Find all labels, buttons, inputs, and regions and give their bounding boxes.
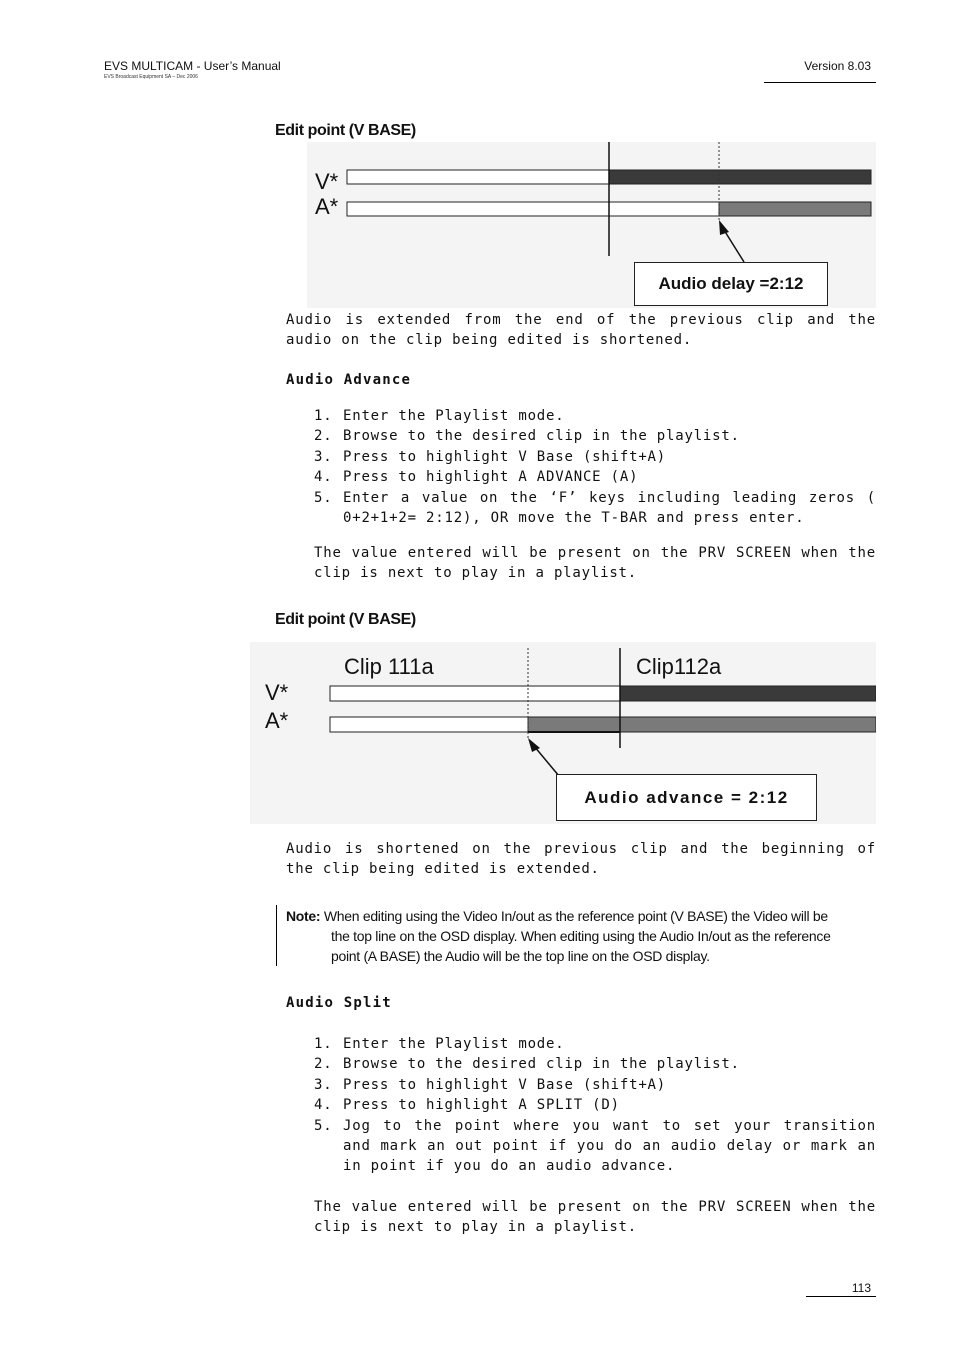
note-line2: the top line on the OSD display. When editing using the Audio In/out as the reference — [331, 928, 831, 944]
v-track-left — [347, 170, 609, 184]
step-text: Enter a value on the ‘F’ keys including leading zeros ( 0+2+1+2= 2:12), OR move the T-BAR and press enter. — [343, 489, 876, 527]
step-text: Browse to the desired clip in the playlist. — [343, 1056, 740, 1073]
clip-b-label: Clip112a — [636, 654, 722, 679]
audio-advance-steps — [314, 406, 876, 528]
a-track-label: A* — [315, 194, 339, 219]
step-number: 1. — [314, 1036, 333, 1052]
page-number: 113 — [851, 1281, 871, 1295]
callout-arrow-line — [534, 746, 559, 776]
callout-arrow-line — [724, 230, 744, 262]
step-number: 3. — [314, 1076, 333, 1093]
list-item — [314, 1075, 876, 1095]
note-line3: point (A BASE) the Audio will be the top line on the OSD display. — [331, 948, 710, 964]
section1-paragraph: Audio is extended from the end of the previous clip and the audio on the clip being edited is shortened. — [286, 312, 876, 348]
list-item — [314, 447, 876, 467]
audio-delay-callout: Audio delay =2:12 — [634, 262, 828, 306]
section2-paragraph: Audio is shortened on the previous clip and the beginning of the clip being edited is extended. — [286, 841, 876, 877]
a-track-right — [620, 717, 876, 732]
note-label: Note: — [286, 908, 321, 924]
list-item — [314, 1095, 876, 1115]
v-track-left — [330, 686, 620, 701]
step-text: Press to highlight V Base (shift+A) — [343, 1076, 667, 1093]
step-text: Enter the Playlist mode. — [343, 408, 565, 424]
step-text: Press to highlight A SPLIT (D) — [343, 1097, 620, 1114]
note-line1: When editing using the Video In/out as the reference point (V BASE) the Video will be — [323, 908, 828, 924]
header-subtitle: EVS Broadcast Equipment SA – Dec 2006 — [104, 74, 198, 80]
step-text: Press to highlight V Base (shift+A) — [343, 448, 667, 465]
audio-advance-diagram — [250, 642, 876, 824]
step-number: 4. — [314, 1097, 333, 1114]
audio-delay-diagram — [307, 142, 876, 308]
header-title: EVS MULTICAM - User’s Manual — [104, 59, 281, 73]
a-track-left — [347, 202, 719, 216]
audio-advance-callout: Audio advance = 2:12 — [556, 774, 817, 821]
step-text: Enter the Playlist mode. — [343, 1036, 565, 1052]
list-item — [314, 1034, 876, 1054]
list-item — [314, 467, 876, 487]
list-item — [314, 406, 876, 426]
callout-arrowhead — [719, 220, 729, 235]
a-track-label: A* — [265, 708, 289, 733]
a-track-middle — [528, 717, 620, 732]
section2-heading: Edit point (V BASE) — [275, 611, 416, 628]
step-number: 5. — [314, 1117, 333, 1134]
step-text: Browse to the desired clip in the playlist. — [343, 428, 740, 445]
step-number: 4. — [314, 469, 333, 486]
header-version: Version 8.03 — [804, 59, 871, 73]
audio-split-paragraph: The value entered will be present on the PRV SCREEN when the clip is next to play in a playlist. — [314, 1199, 876, 1235]
step-number: 5. — [314, 489, 333, 506]
list-item — [314, 1116, 876, 1177]
step-number: 3. — [314, 448, 333, 465]
section1-heading: Edit point (V BASE) — [275, 122, 416, 139]
audio-split-heading: Audio Split — [286, 995, 392, 1011]
audio-advance-heading: Audio Advance — [286, 372, 412, 388]
a-track-left — [330, 717, 528, 732]
v-track-right — [620, 686, 876, 701]
v-track-label: V* — [315, 169, 339, 194]
list-item — [314, 426, 876, 446]
step-number: 2. — [314, 428, 333, 445]
step-number: 1. — [314, 408, 333, 424]
header-rule — [764, 82, 876, 83]
list-item — [314, 1054, 876, 1074]
v-track-label: V* — [265, 680, 289, 705]
step-number: 2. — [314, 1056, 333, 1073]
step-text: Jog to the point where you want to set your transition and mark an out point if you do an audio delay or mark an in point if you do an audio advance. — [343, 1117, 876, 1175]
list-item — [314, 488, 876, 529]
audio-split-steps — [314, 1034, 876, 1177]
note — [286, 906, 876, 966]
note-bar — [276, 905, 277, 966]
footer-rule — [806, 1296, 876, 1297]
a-track-right — [719, 202, 871, 216]
step-text: Press to highlight A ADVANCE (A) — [343, 469, 639, 486]
clip-a-label: Clip 111a — [344, 654, 434, 679]
audio-advance-paragraph: The value entered will be present on the PRV SCREEN when the clip is next to play in a playlist. — [314, 545, 876, 581]
v-track-right — [609, 170, 871, 184]
